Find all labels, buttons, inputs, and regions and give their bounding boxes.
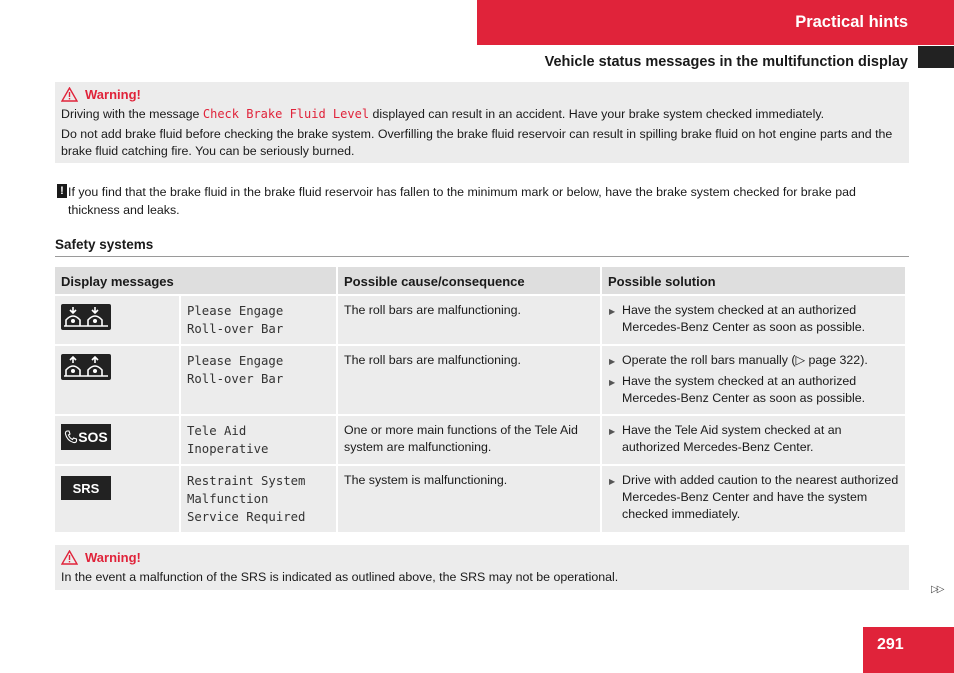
warning-paragraph-2: Do not add brake fluid before checking the brake system. Overfilling the brake fluid reservoir can result in spilling brake fluid on hot engine parts and the brake fluid catching fire. You can be seriously burned. (61, 127, 893, 158)
warning-label: Warning! (85, 87, 141, 102)
warning-heading (61, 86, 903, 103)
solution-item: ▶ Have the Tele Aid system checked at an authorized Mercedes-Benz Center. (608, 422, 899, 456)
solution-item: ▶ Operate the roll bars manually (▷ page 322). (608, 352, 899, 369)
message-line: Restraint System (187, 474, 306, 488)
phone-sos-icon (61, 424, 111, 450)
cause-cell: The roll bars are malfunctioning. (338, 296, 600, 344)
messages-table (53, 265, 907, 534)
warning-triangle-icon (61, 550, 78, 565)
display-message (181, 416, 336, 464)
solution-item: ▶ Have the system checked at an authorized Mercedes-Benz Center as soon as possible. (608, 302, 899, 336)
solution-item: ▶ Drive with added caution to the nearest authorized Mercedes-Benz Center and have the system checked immediately. (608, 472, 899, 523)
message-line: Please Engage (187, 354, 284, 368)
warning-text: Driving with the message (61, 107, 203, 121)
page-number: 291 (877, 636, 904, 653)
display-message (181, 466, 336, 532)
warning-triangle-icon (61, 87, 78, 102)
message-line: Inoperative (187, 442, 269, 456)
note-text: If you find that the brake fluid in the brake fluid reservoir has fallen to the minimum mark or below, have the brake system checked for brake pad thickness and leaks. (68, 185, 856, 217)
srs-icon: SRS (61, 476, 111, 500)
icon-cell (55, 296, 179, 344)
message-line: Service Required (187, 510, 306, 524)
warning-label: Warning! (85, 550, 141, 565)
message-line: Tele Aid (187, 424, 247, 438)
icon-cell (55, 466, 179, 532)
solution-cell (602, 346, 905, 414)
page-subtitle: Vehicle status messages in the multifunction display (544, 54, 908, 70)
solution-cell (602, 466, 905, 532)
caution-note (55, 183, 909, 219)
solution-item: ▶ Have the system checked at an authorized Mercedes-Benz Center as soon as possible. (608, 373, 899, 407)
exclamation-icon: ! (57, 184, 67, 198)
section-divider (55, 256, 909, 257)
table-row (55, 296, 905, 344)
message-line: Roll-over Bar (187, 372, 284, 386)
warning-box-brake (55, 82, 909, 163)
roll-bar-icon (61, 304, 111, 330)
cause-cell: One or more main functions of the Tele Aid system are malfunctioning. (338, 416, 600, 464)
column-header: Possible solution (602, 267, 905, 294)
cause-cell: The system is malfunctioning. (338, 466, 600, 532)
next-page-arrow-icon: ▷▷ (931, 584, 943, 595)
table-row (55, 466, 905, 532)
message-line: Please Engage (187, 304, 284, 318)
warning-heading (61, 549, 903, 566)
solution-cell (602, 296, 905, 344)
icon-cell (55, 346, 179, 414)
display-message-inline: Check Brake Fluid Level (202, 107, 370, 121)
table-row (55, 346, 905, 414)
display-message (181, 346, 336, 414)
table-header-row (55, 267, 905, 294)
warning-paragraph: In the event a malfunction of the SRS is indicated as outlined above, the SRS may not be operational. (61, 570, 619, 584)
column-header: Possible cause/consequence (338, 267, 600, 294)
icon-cell (55, 416, 179, 464)
column-header: Display messages (55, 267, 336, 294)
warning-text: displayed can result in an accident. Have your brake system checked immediately. (369, 107, 825, 121)
table-row (55, 416, 905, 464)
thumb-tab-marker (918, 46, 954, 68)
section-title-header: Practical hints (795, 13, 908, 31)
section-heading: Safety systems (55, 237, 154, 252)
message-line: Malfunction (187, 492, 269, 506)
warning-box-srs (55, 545, 909, 590)
sos-label: SOS (78, 428, 108, 445)
display-message (181, 296, 336, 344)
solution-cell (602, 416, 905, 464)
warning-paragraph-1 (61, 106, 903, 123)
message-line: Roll-over Bar (187, 322, 284, 336)
phone-icon (64, 430, 78, 444)
cause-cell: The roll bars are malfunctioning. (338, 346, 600, 414)
roll-bar-icon (61, 354, 111, 380)
